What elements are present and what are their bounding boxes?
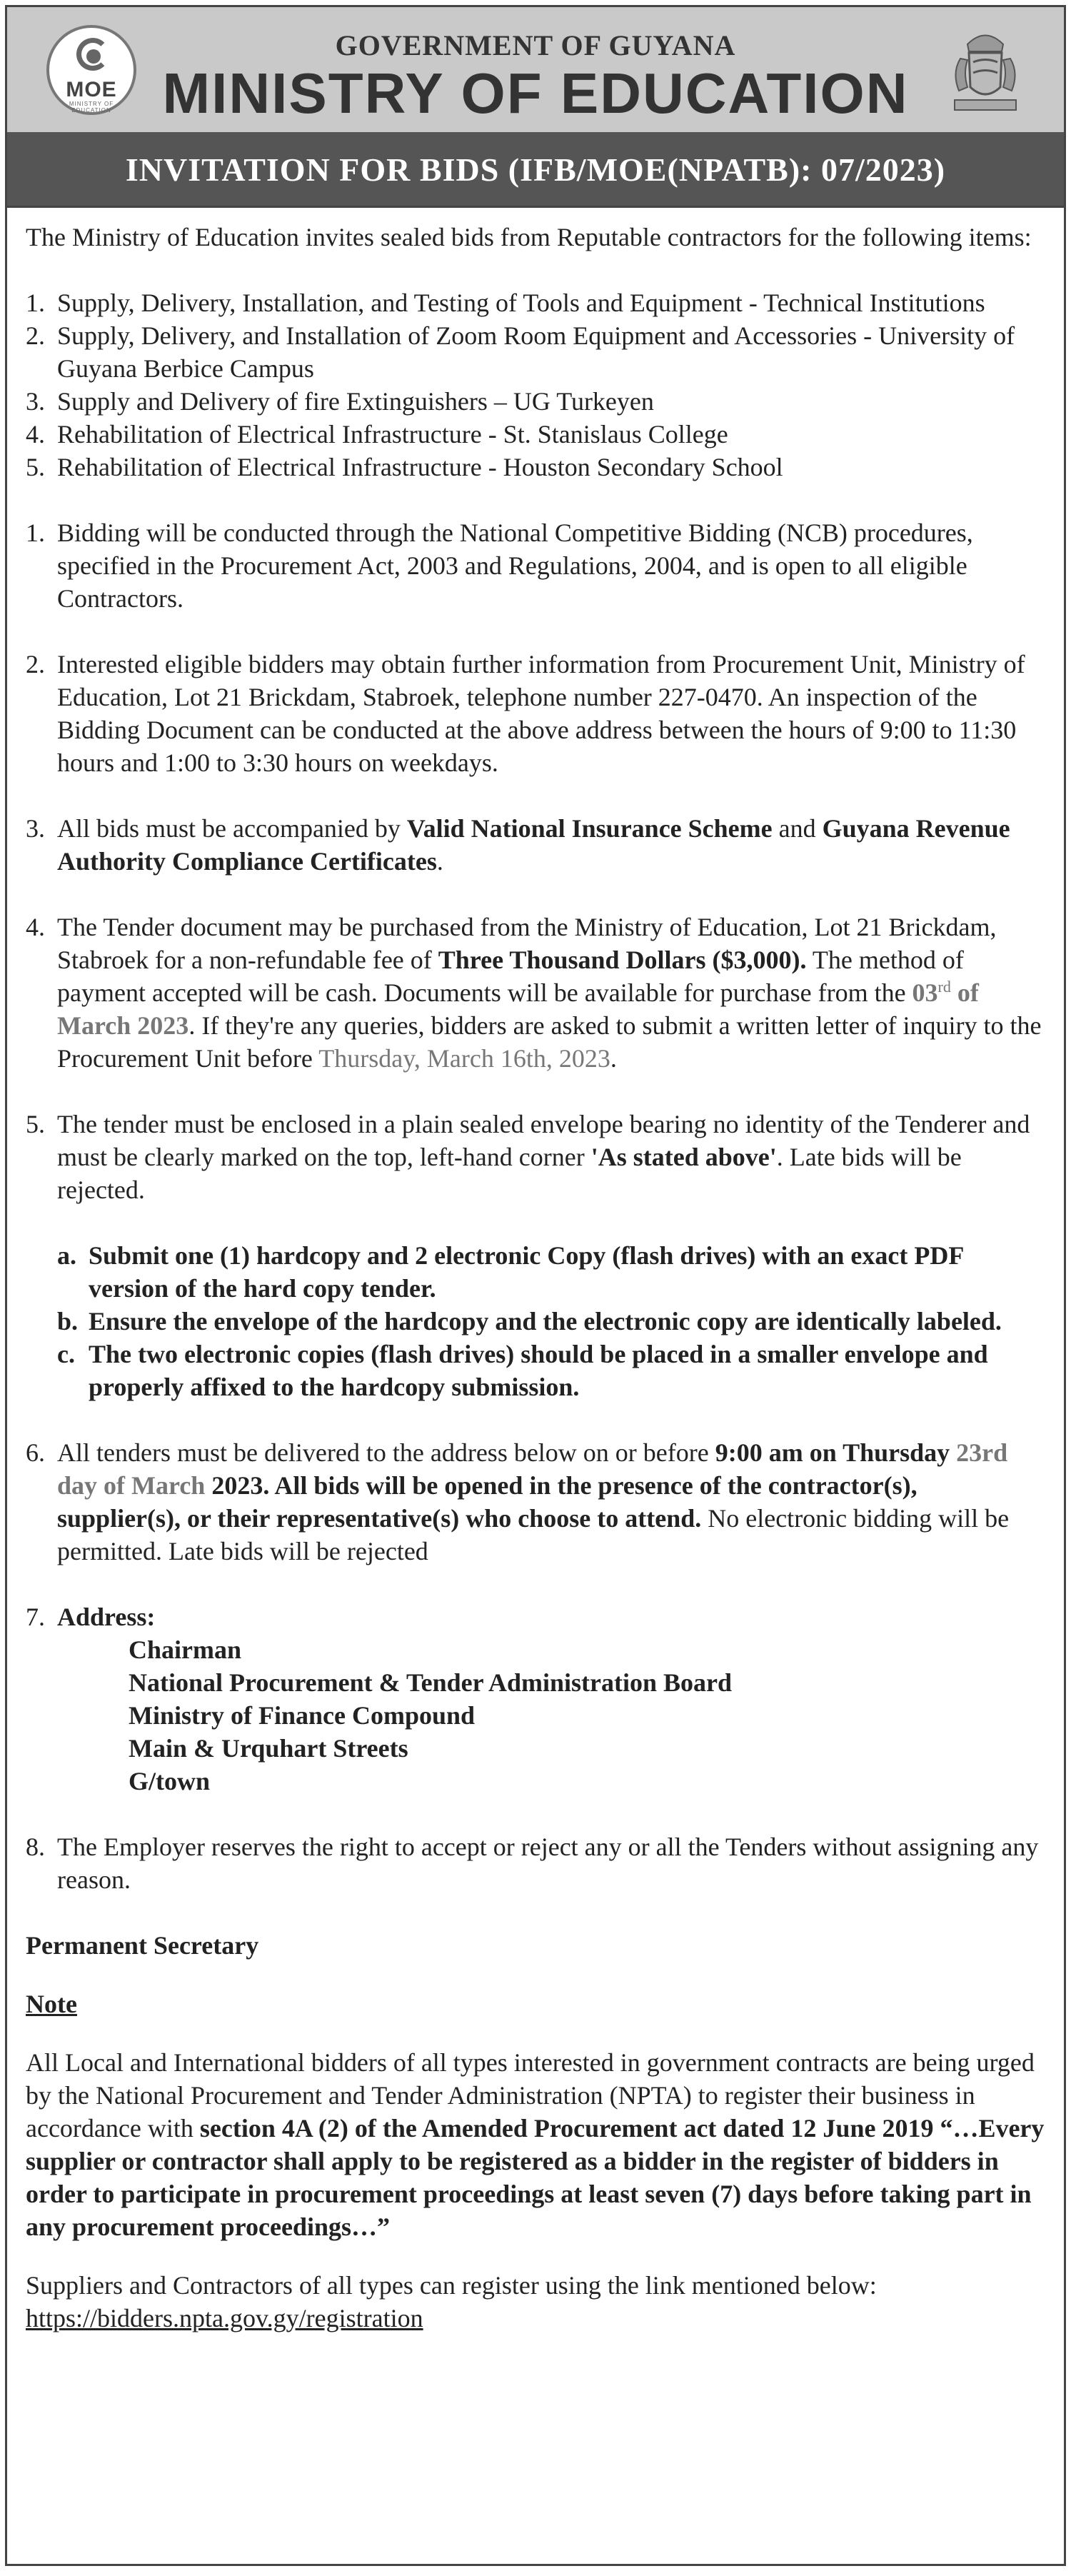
address-line: Chairman bbox=[129, 1635, 242, 1664]
list-item: 3. Supply and Delivery of fire Extinguishers – UG Turkeyen bbox=[26, 387, 654, 416]
list-item: 5. Rehabilitation of Electrical Infrastructure - Houston Secondary School bbox=[26, 453, 783, 481]
list-item: 1. Supply, Delivery, Installation, and Testing of Tools and Equipment - Technical Institutions bbox=[26, 289, 985, 317]
address-line: Ministry of Finance Compound bbox=[129, 1701, 476, 1730]
note-heading: Note bbox=[26, 1990, 77, 2018]
ministry-title: MINISTRY OF EDUCATION bbox=[162, 61, 909, 125]
signatory: Permanent Secretary bbox=[26, 1931, 259, 1960]
clause-5-sub-b: b. Ensure the envelope of the hardcopy and the electronic copy are identically labeled. bbox=[57, 1307, 1002, 1335]
list-item: 2. Supply, Delivery, and Installation of Zoom Room Equipment and Accessories - University of Guyana Berbice Campus bbox=[26, 321, 1015, 383]
notice-body bbox=[7, 208, 1064, 2335]
address-line: Main & Urquhart Streets bbox=[129, 1734, 408, 1763]
clause-7: 7. Address: bbox=[26, 1603, 156, 1631]
clause-1: 1. Bidding will be conducted through the National Competitive Bidding (NCB) procedures, specified in the Procurement Act, 2003 and Regulations, 2004, and is open to all eligible Contractors. bbox=[26, 518, 973, 613]
bid-title: INVITATION FOR BIDS (IFB/MOE(NPATB): 07/2023) bbox=[7, 134, 1064, 208]
clause-6: 6. All tenders must be delivered to the address below on or before 9:00 am on Thursday 23rd day of March 2023. All bids will be opened in the presence of the contractor(s), supplier(s), or their representative(s) who choose to attend. No electronic bidding will be permitted. Late bids will be rejected bbox=[26, 1438, 1010, 1565]
coat-of-arms-icon bbox=[939, 23, 1032, 119]
note-text: All Local and International bidders of all types interested in government contracts are being urged by the National Procurement and Tender Administration (NPTA) to register their business in accordance with section 4A (2) of the Amended Procurement act dated 12 June 2019 “…Every supplier or contractor shall apply to be registered as a bidder in the register of bidders in order to participate in procurement proceedings at least seven (7) days before taking part in any procurement proceedings…” bbox=[26, 2048, 1045, 2241]
registration-link[interactable]: https://bidders.npta.gov.gy/registration bbox=[26, 2304, 423, 2332]
clause-5: 5. The tender must be enclosed in a plain sealed envelope bearing no identity of the Tenderer and must be clearly marked on the top, left-hand corner 'As stated above'. Late bids will be rejected. bbox=[26, 1110, 1030, 1204]
logo-text: MOE bbox=[66, 78, 117, 101]
clause-3: 3. All bids must be accompanied by Valid National Insurance Scheme and Guyana Revenue Authority Compliance Certificates. bbox=[26, 814, 1010, 876]
header bbox=[7, 7, 1064, 134]
clause-8: 8. The Employer reserves the right to accept or reject any or all the Tenders without assigning any reason. bbox=[26, 1833, 1039, 1894]
clause-2: 2. Interested eligible bidders may obtain further information from Procurement Unit, Ministry of Education, Lot 21 Brickdam, Stabroek, telephone number 227-0470. An inspection of the Bidding Document can be conducted at the above address between the hours of 9:00 to 11:30 hours and 1:00 to 3:30 hours on weekdays. bbox=[26, 650, 1025, 777]
address-line: National Procurement & Tender Administration Board bbox=[129, 1668, 733, 1697]
clause-5-sub-c: c. The two electronic copies (flash drives) should be placed in a smaller envelope and properly affixed to the hardcopy submission. bbox=[57, 1340, 988, 1401]
address-line: G/town bbox=[129, 1767, 211, 1795]
clause-4: 4. The Tender document may be purchased from the Ministry of Education, Lot 21 Brickdam, Stabroek for a non-refundable fee of Three Thousand Dollars ($3,000). The method of payment accepted will be cash. Documents will be available for purchase from the 03rd of March 2023. If they're any queries, bidders are asked to submit a written letter of inquiry to the Procurement Unit before Thursday, March 16th, 2023. bbox=[26, 913, 1042, 1073]
clause-5-sub-a: a. Submit one (1) hardcopy and 2 electronic Copy (flash drives) with an exact PDF version of the hard copy tender. bbox=[57, 1241, 963, 1303]
registration-text: Suppliers and Contractors of all types can register using the link mentioned below: https://bidders.npta.gov.gy/registration bbox=[26, 2271, 877, 2332]
list-item: 4. Rehabilitation of Electrical Infrastructure - St. Stanislaus College bbox=[26, 420, 728, 448]
notice-page bbox=[5, 5, 1066, 2566]
government-title: GOVERNMENT OF GUYANA bbox=[335, 29, 736, 61]
intro-text: The Ministry of Education invites sealed bids from Reputable contractors for the following items: bbox=[26, 223, 1032, 251]
logo-subtext: MINISTRY OF EDUCATION bbox=[69, 101, 114, 114]
